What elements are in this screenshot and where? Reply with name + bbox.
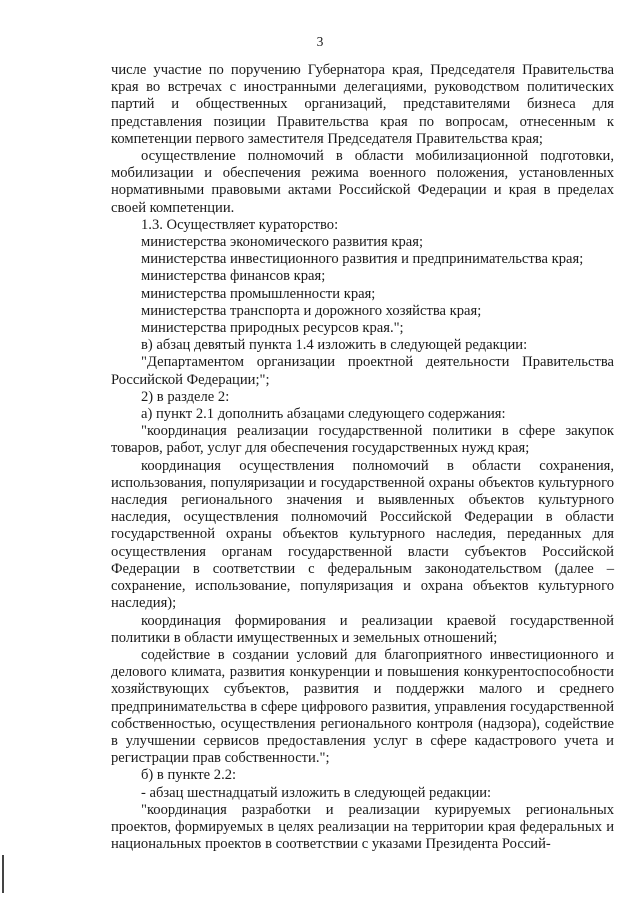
list-item: министерства экономического развития края; — [141, 234, 424, 251]
paragraph: осуществление полномочий в области мобилизационной подготовки, мобилизации и обеспечения режима военного положения, установленных нормативными правовыми актами Российской Федерации и края в пределах своей компетенции. — [111, 148, 614, 216]
paragraph: "координация разработки и реализации курируемых региональных проектов, формируемых в целях реализации на территории края федеральных и национальных проектов в соответствии с указами Президента Россий- — [111, 801, 614, 853]
paragraph: координация осуществления полномочий в области сохранения, использования, популяризации и государственной охраны объектов культурного наследия регионального значения и выявленных объектов культурного наследия, осуществления полномочий Российской Федерации в области государственной охраны объектов культурного наследия, переданных для осуществления органам государственной власти субъектов Российской Федерации в соответствии с федеральным законодательством (далее – сохранение, использование, популяризация и охрана объектов культурного наследия); — [111, 457, 614, 612]
paragraph: в) абзац девятый пункта 1.4 изложить в следующей редакции: — [141, 337, 528, 354]
paragraph: содействие в создании условий для благоприятного инвестиционного и делового климата, развития конкуренции и повышения конкурентоспособности хозяйствующих субъектов, развития и поддержки малого и среднего предпринимательства в сфере цифрового развития, управления государственной собственностью, осуществления регионального контроля (надзора), содействие в улучшении сервисов предоставления услуг в сфере кадастрового учета и регистрации прав собственности."; — [111, 646, 614, 767]
document-body — [111, 62, 614, 853]
list-item: министерства финансов края; — [141, 268, 326, 285]
list-item: министерства природных ресурсов края."; — [141, 320, 404, 337]
page-number: 3 — [316, 34, 324, 49]
list-item: министерства промышленности края; — [141, 285, 376, 302]
paragraph: - абзац шестнадцатый изложить в следующей редакции: — [141, 784, 492, 801]
scan-edge-mark — [2, 855, 4, 893]
paragraph: б) в пункте 2.2: — [141, 767, 237, 784]
paragraph: 2) в разделе 2: — [141, 388, 230, 405]
paragraph: "координация реализации государственной политики в сфере закупок товаров, работ, услуг для обеспечения государственных нужд края; — [111, 423, 614, 457]
paragraph: "Департаментом организации проектной деятельности Правительства Российской Федерации;"; — [111, 354, 614, 388]
list-item: министерства транспорта и дорожного хозяйства края; — [141, 302, 482, 319]
paragraph: 1.3. Осуществляет кураторство: — [141, 216, 339, 233]
paragraph: координация формирования и реализации краевой государственной политики в области имущественных и земельных отношений; — [111, 612, 614, 646]
paragraph: числе участие по поручению Губернатора края, Председателя Правительства края во встречах с иностранными делегациями, руководством политических партий и общественных организаций, представителями бизнеса для представления позиции Правительства края по вопросам, отнесенным к компетенции первого заместителя Председателя Правительства края; — [111, 62, 614, 147]
list-item: министерства инвестиционного развития и предпринимательства края; — [141, 251, 584, 268]
paragraph: а) пункт 2.1 дополнить абзацами следующего содержания: — [141, 406, 506, 423]
